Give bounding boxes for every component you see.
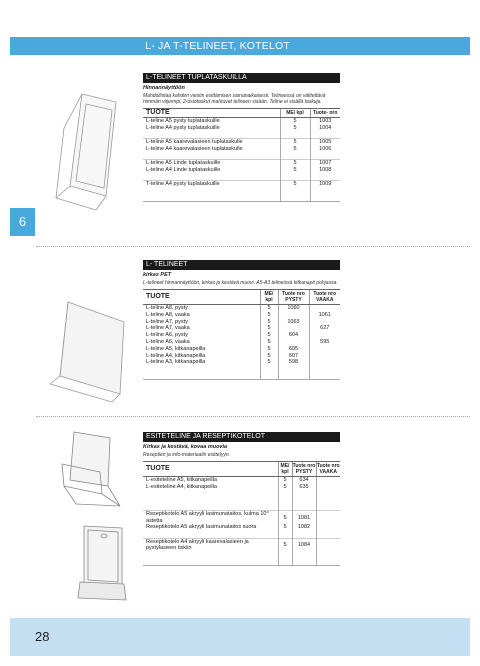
cell-vaaka [309, 319, 340, 326]
cell-name: Reseptikotelo A5 akryyli lasimunataitos suora [146, 524, 257, 531]
cell-pysty: 604 [278, 332, 309, 339]
cell-code: 1004 [310, 125, 340, 132]
cell-name: L-teline A4 pysty tuplataskuille [146, 124, 220, 131]
section-title: L-TELINEET TUPLATASKUILLA [143, 73, 340, 83]
cell-name: L-teline A8, vaaka [146, 311, 190, 318]
table-row [143, 346, 340, 353]
table-row [143, 312, 340, 319]
section-description: Mahdollistaa kahden viestin esittämisen samanaikaisesti. Telineessä on välitettävä himmän viijennpi, 2-osiotaskut mahtuvat telineen sisään. Teline ei sisällä taskuja. [143, 93, 326, 105]
cell-pysty: 1060 [278, 305, 309, 312]
cell-vaaka [316, 531, 340, 538]
cell-vaaka [316, 484, 340, 491]
page-number: 28 [35, 629, 50, 644]
section-subtitle: Hinnannäyttöön [143, 85, 185, 91]
cell-qty: 5 [280, 118, 310, 125]
cell-code: 1006 [310, 146, 340, 153]
cell-qty: 5 [260, 353, 278, 360]
cell-vaaka [316, 477, 340, 484]
cell-vaaka [309, 332, 340, 339]
table-row [143, 118, 340, 125]
cell-pysty: 598 [278, 359, 309, 366]
cell-vaaka [316, 524, 340, 531]
cell-vaaka [316, 558, 340, 565]
cell-vaaka [309, 366, 340, 373]
section-title: ESITETELINE JA RESEPTIKOTELOT [143, 432, 340, 442]
cell-name [143, 132, 280, 139]
section-brochure-holders [143, 432, 340, 566]
section-l-stands [143, 260, 340, 380]
cell-name: Reseptikotelo A4 akryyli kaarevalasieen ja pystylasieen tiskiin [143, 538, 278, 552]
table-row [143, 167, 340, 174]
empty-table-row [143, 504, 340, 511]
cell-qty: 5 [280, 138, 310, 145]
cell-name [143, 558, 278, 565]
section-description: L-telineet hinnannäyttöön, kirkas ja kestävä muovi. A5-A3 telineissä kitkanapit pohjassa. [143, 280, 338, 286]
cell-name: L-teline A4 kaarevalasieen tuplataskulle [146, 145, 243, 152]
cell-qty [280, 187, 310, 194]
cell-code: 1009 [310, 180, 340, 187]
section-divider [36, 246, 470, 247]
empty-table-row [143, 187, 340, 194]
cell-pysty [278, 373, 309, 380]
page-title: L- JA T-TELINEET, KOTELOT [145, 40, 290, 52]
cell-vaaka [309, 359, 340, 366]
cell-qty: 5 [280, 167, 310, 174]
cell-name: L-teline A5, kitkanapeilla [146, 345, 206, 352]
cell-qty: 5 [260, 346, 278, 353]
cell-pysty [292, 497, 316, 504]
cell-qty: 5 [280, 146, 310, 153]
table-row [143, 339, 340, 346]
cell-name: T-teline A4 pysty tuplataskuille [143, 180, 280, 187]
column-header-code-portrait: Tuote nro PYSTY [278, 290, 309, 305]
double-pocket-stand-image [50, 88, 122, 216]
cell-code [310, 187, 340, 194]
empty-table-row [143, 491, 340, 498]
column-header-product: TUOTE [143, 290, 260, 305]
empty-table-row [143, 194, 340, 201]
cell-name [143, 187, 280, 194]
table-row [143, 325, 340, 332]
cell-name: L-teline A6, vaaka [146, 338, 190, 345]
cell-qty [278, 552, 292, 559]
cell-qty: 5 [260, 339, 278, 346]
cell-qty: 5 [260, 319, 278, 326]
section-description: Reseptien ja info-materiaalin esittelyyn. [143, 452, 230, 458]
empty-table-row [143, 531, 340, 538]
cell-name [143, 531, 278, 538]
cell-qty [278, 491, 292, 498]
cell-name [143, 173, 280, 180]
cell-qty: 5 [280, 159, 310, 166]
cell-code [310, 194, 340, 201]
cell-pysty [278, 312, 309, 319]
cell-pysty: 605 [278, 346, 309, 353]
cell-pysty [292, 491, 316, 498]
column-header-code-landscape: Tuote nro VAAKA [309, 290, 340, 305]
empty-table-row [143, 552, 340, 559]
column-header-code-portrait: Tuote nro PYSTY [292, 463, 316, 475]
cell-vaaka [309, 346, 340, 353]
cell-vaaka: 1061 [309, 312, 340, 319]
cell-vaaka: 595 [309, 339, 340, 346]
product-table [143, 289, 340, 380]
cell-vaaka [316, 538, 340, 552]
cell-name [143, 152, 280, 159]
l-stand-image [46, 296, 134, 404]
cell-pysty: 635 [292, 484, 316, 491]
section-subtitle: Kirkas ja kestävä, kovaa muovia [143, 444, 228, 450]
table-row [143, 125, 340, 132]
cell-code: 1007 [310, 159, 340, 166]
table-row [143, 538, 340, 552]
table-row [143, 511, 340, 525]
table-row [143, 159, 340, 166]
cell-pysty [278, 325, 309, 332]
cell-qty: 5 [260, 332, 278, 339]
table-row [143, 319, 340, 326]
cell-qty [278, 497, 292, 504]
cell-code: 1005 [310, 138, 340, 145]
column-header-product: TUOTE [143, 462, 278, 477]
table-row [143, 332, 340, 339]
table-row [143, 359, 340, 366]
cell-pysty: 607 [278, 353, 309, 360]
table-row [143, 477, 340, 484]
cell-pysty: 1063 [278, 319, 309, 326]
cell-pysty: 1084 [292, 538, 316, 552]
cell-code [310, 132, 340, 139]
empty-table-row [143, 366, 340, 373]
column-header-qty: ME/ kpl [280, 109, 310, 118]
column-header-code: Tuote- nro [310, 109, 340, 118]
cell-qty [260, 373, 278, 380]
column-header-product: TUOTE [143, 109, 280, 118]
cell-vaaka [316, 504, 340, 511]
section-subtitle: kirkas PET [143, 272, 172, 278]
cell-name: L-teline A5 pysty tuplataskuille [146, 118, 220, 124]
section-title: L- TELINEET [143, 260, 340, 270]
cell-vaaka [309, 373, 340, 380]
cell-code [310, 173, 340, 180]
cell-name [143, 491, 278, 498]
column-header-qty: ME/ kpl [278, 462, 292, 477]
cell-name: L-teline A8, pysty [146, 305, 188, 311]
footer-bar [10, 618, 470, 656]
table-row [143, 524, 340, 531]
chapter-tab: 6 [10, 208, 35, 236]
cell-qty [280, 132, 310, 139]
cell-vaaka [316, 552, 340, 559]
cell-vaaka [316, 497, 340, 504]
cell-qty: 5 [260, 325, 278, 332]
cell-pysty: 1081 [292, 511, 316, 525]
cell-qty: 5 [278, 524, 292, 531]
cell-qty: 5 [260, 359, 278, 366]
table-row [143, 146, 340, 153]
cell-qty: 5 [278, 477, 292, 484]
empty-table-row [143, 132, 340, 139]
cell-name [143, 373, 260, 380]
cell-qty [280, 173, 310, 180]
cell-qty [278, 531, 292, 538]
table-row [143, 138, 340, 145]
cell-qty: 5 [278, 484, 292, 491]
cell-name [143, 194, 280, 201]
cell-qty: 5 [260, 305, 278, 312]
cell-code: 1008 [310, 167, 340, 174]
cell-name: L-teline A4 Linde tuplataskuille [146, 166, 221, 173]
cell-vaaka: 627 [309, 325, 340, 332]
cell-qty: 5 [280, 180, 310, 187]
cell-pysty [292, 558, 316, 565]
empty-table-row [143, 558, 340, 565]
column-header-code-landscape: Tuote nro VAAKA [316, 463, 340, 475]
cell-name [143, 552, 278, 559]
cell-name: L-teline A5 Linde tuplataskuille [143, 159, 280, 166]
cell-name: L-esiteteline A5, kitkanapeilla [146, 477, 217, 483]
cell-pysty [292, 552, 316, 559]
product-table [143, 108, 340, 202]
brochure-holder-image [56, 428, 128, 510]
cell-vaaka [309, 305, 340, 312]
cell-code [310, 152, 340, 159]
cell-name [143, 504, 278, 511]
cell-pysty [292, 531, 316, 538]
table-row [143, 180, 340, 187]
section-divider [36, 416, 470, 417]
cell-name: L-teline A5 kaarevalasieen tuplataskulle [143, 138, 280, 145]
empty-table-row [143, 497, 340, 504]
cell-name: L-teline A7, pysty [146, 318, 188, 325]
empty-table-row [143, 373, 340, 380]
recipe-case-image [74, 520, 130, 606]
cell-name: L-teline A4, kitkanapeilla [146, 352, 206, 359]
header-bar [10, 37, 470, 55]
cell-name [143, 497, 278, 504]
cell-qty: 5 [260, 312, 278, 319]
cell-pysty [278, 366, 309, 373]
table-row [143, 305, 340, 312]
cell-code: 1003 [310, 118, 340, 125]
section-double-pocket-stands [143, 73, 340, 202]
cell-qty: 5 [278, 511, 292, 525]
empty-table-row [143, 173, 340, 180]
cell-qty [280, 152, 310, 159]
cell-vaaka [316, 511, 340, 525]
cell-name: L-teline A3, kitkanapeilla [146, 359, 206, 366]
table-row [143, 484, 340, 491]
cell-pysty [278, 339, 309, 346]
product-table [143, 461, 340, 566]
cell-qty [260, 366, 278, 373]
cell-pysty: 1082 [292, 524, 316, 531]
cell-vaaka [316, 491, 340, 498]
cell-qty [278, 504, 292, 511]
cell-qty [280, 194, 310, 201]
table-row [143, 353, 340, 360]
cell-pysty [292, 504, 316, 511]
cell-qty: 5 [278, 538, 292, 552]
cell-pysty: 634 [292, 477, 316, 484]
cell-name: Reseptikotelo A5 akryyli lasimunataitos, kulma 10° astetta [143, 511, 278, 525]
cell-name: L-teline A7, vaaka [146, 325, 190, 332]
cell-vaaka [309, 353, 340, 360]
cell-name [143, 366, 260, 373]
empty-table-row [143, 152, 340, 159]
column-header-qty: ME/ kpl [260, 290, 278, 305]
cell-qty: 5 [280, 125, 310, 132]
cell-name: L-esiteteline A4, kitkanapeilla [146, 483, 217, 490]
cell-qty [278, 558, 292, 565]
cell-name: L-teline A6, pysty [146, 332, 188, 339]
